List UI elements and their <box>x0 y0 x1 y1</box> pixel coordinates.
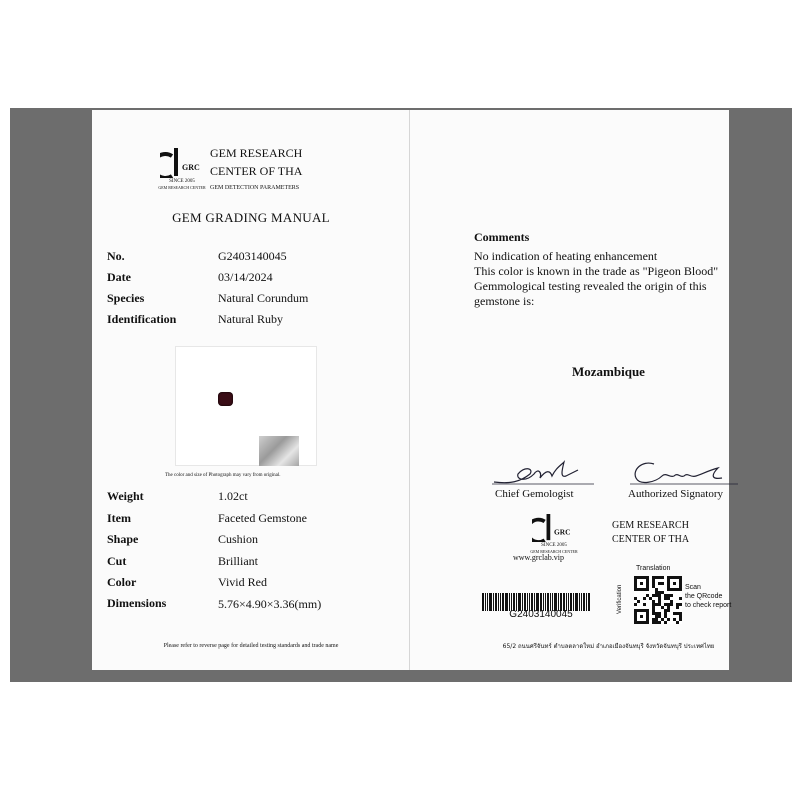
chief-signature-icon <box>490 456 600 488</box>
logo-since: SINCE 2005 <box>169 179 195 184</box>
header-line2: CENTER OF THA <box>210 164 303 178</box>
logo-right-since: SINCE 2005 <box>541 543 567 548</box>
qr-module <box>670 603 673 606</box>
qr-scan-line-2: the QRcode <box>685 593 723 600</box>
ruby-stone-image <box>218 392 233 406</box>
comments-body <box>474 249 718 309</box>
field-value-no: G2403140045 <box>218 249 287 263</box>
photo-note: The color and size of Photograph may vary from original. <box>165 473 281 478</box>
field-value-item: Faceted Gemstone <box>218 511 307 525</box>
qr-module <box>679 597 682 600</box>
right-header-line1: GEM RESEARCH <box>612 520 689 531</box>
field-value-weight: 1.02ct <box>218 489 248 503</box>
grc-logo-mark-right-icon <box>532 514 576 542</box>
grc-logo-text: GRC <box>182 163 200 172</box>
barcode-text: G2403140045 <box>509 609 573 620</box>
website-link[interactable]: www.grclab.vip <box>513 553 565 562</box>
qr-module <box>679 603 682 606</box>
header-tagline: GEM DETECTION PARAMETERS <box>210 185 300 191</box>
authorized-signature-icon <box>626 456 742 490</box>
grc-logo-right-text: GRC <box>554 527 571 537</box>
qr-module <box>670 594 673 597</box>
comments-title: Comments <box>474 230 530 244</box>
qr-scan-line-3: to check report <box>685 602 732 609</box>
field-label-identification: Identification <box>107 312 177 326</box>
field-value-color: Vivid Red <box>218 575 267 589</box>
field-value-shape: Cushion <box>218 532 259 546</box>
grc-logo-left <box>160 148 204 194</box>
authorized-signatory-label: Authorized Signatory <box>628 488 724 500</box>
field-value-dimensions: 5.76×4.90×3.36(mm) <box>218 597 322 611</box>
field-value-identification: Natural Ruby <box>218 312 283 326</box>
qr-module <box>658 621 661 624</box>
qr-module <box>679 618 682 621</box>
origin-value: Mozambique <box>572 364 645 379</box>
qr-verification-label: Verification <box>617 584 623 614</box>
comments-line-2: This color is known in the trade as "Pigeon Blood" <box>474 264 719 278</box>
header-line1: GEM RESEARCH <box>210 146 303 160</box>
comments-line-3: Gemmological testing revealed the origin of this <box>474 279 707 293</box>
qr-module <box>676 606 679 609</box>
field-value-species: Natural Corundum <box>218 291 309 305</box>
qr-scan-instructions <box>685 583 731 610</box>
qr-scan-line-1: Scan <box>685 584 701 591</box>
qr-module <box>664 621 667 624</box>
qr-finder-center <box>673 582 676 585</box>
logo-subtitle: GEM RESEARCH CENTER <box>158 185 206 190</box>
qr-finder-center <box>640 615 643 618</box>
field-label-item: Item <box>107 511 131 525</box>
field-value-date: 03/14/2024 <box>218 270 273 284</box>
qr-module <box>637 600 640 603</box>
qr-translation-label: Translation <box>636 565 671 572</box>
field-label-species: Species <box>107 291 145 305</box>
qr-module <box>661 582 664 585</box>
right-header-line2: CENTER OF THA <box>612 534 690 545</box>
chief-gemologist-label: Chief Gemologist <box>495 488 574 500</box>
document-title: GEM GRADING MANUAL <box>172 210 330 225</box>
field-value-cut: Brilliant <box>218 554 258 568</box>
qr-module <box>667 618 670 621</box>
field-label-color: Color <box>107 575 137 589</box>
field-label-weight: Weight <box>107 489 144 503</box>
logo-right-subtitle: GEM RESEARCH CENTER <box>530 549 578 554</box>
field-label-dimensions: Dimensions <box>107 596 167 610</box>
qr-module <box>634 603 637 606</box>
hologram-seal <box>259 436 299 466</box>
qr-module <box>667 609 670 612</box>
qr-module <box>643 603 646 606</box>
address-line: 65/2 ถนนศรีจันทร์ ตำบลตลาดใหม่ อำเภอเมืองจันทบุรี จังหวัดจันทบุรี ประเทศไทย <box>502 643 715 650</box>
comments-line-4: gemstone is: <box>474 294 535 308</box>
page-divider <box>409 110 410 670</box>
field-label-cut: Cut <box>107 554 127 568</box>
verification-qr-code[interactable] <box>634 576 682 624</box>
qr-module <box>676 621 679 624</box>
grc-logo-mark-icon <box>160 148 204 178</box>
field-label-shape: Shape <box>107 532 139 546</box>
qr-module <box>661 576 664 579</box>
qr-module <box>643 597 646 600</box>
qr-finder-center <box>640 582 643 585</box>
comments-line-1: No indication of heating enhancement <box>474 249 658 263</box>
footer-note: Please refer to reverse page for detailed testing standards and trade name <box>163 643 339 649</box>
field-label-no: No. <box>107 249 125 263</box>
field-label-date: Date <box>107 270 131 284</box>
